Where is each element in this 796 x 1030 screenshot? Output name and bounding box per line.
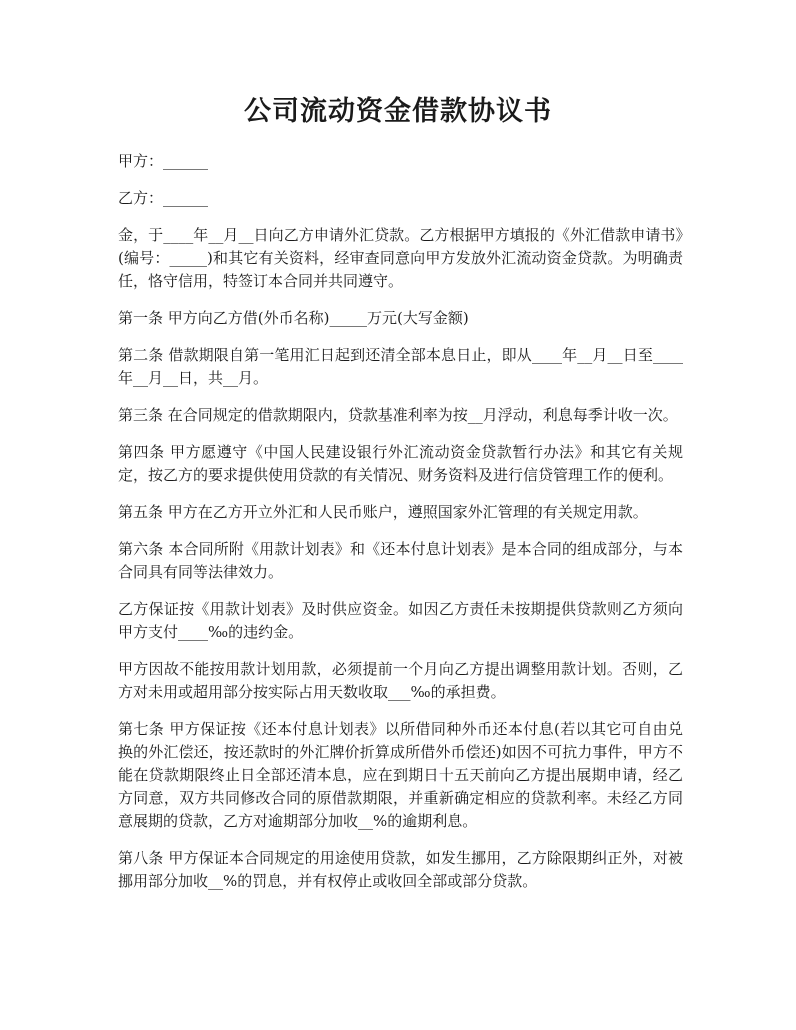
article-7: 第七条 甲方保证按《还本付息计划表》以所借同种外币还本付息(若以其它可自由兑换的外汇偿还，按还款时的外汇牌价折算成所借外币偿还)如因不可抗力事件，甲方不能在贷款期限终止日全部还清本息，应在到期日十五天前向乙方提出展期申请，经乙方同意，双方共同修改合同的原借款期限，并重新确定相应的贷款利率。未经乙方同意展期的贷款，乙方对逾期部分加收__%的逾期利息。	[118, 720, 683, 830]
article-4: 第四条 甲方愿遵守《中国人民建设银行外汇流动资金贷款暂行办法》和其它有关规定，按乙方的要求提供使用贷款的有关情况、财务资料及进行信贷管理工作的便利。	[118, 443, 683, 484]
document-title: 公司流动资金借款协议书	[244, 96, 552, 127]
document-body	[118, 150, 683, 907]
article-3: 第三条 在合同规定的借款期限内，贷款基准利率为按__月浮动，利息每季计收一次。	[118, 406, 678, 424]
preamble-paragraph: 金，于____年__月__日向乙方申请外汇贷款。乙方根据甲方填报的《外汇借款申请书》(编号：_____)和其它有关资料，经审查同意向甲方发放外汇流动资金贷款。为明确责任，恪守信用，特签订本合同并共同遵守。	[118, 226, 683, 290]
party-a-line: 甲方：______	[118, 152, 209, 170]
article-2: 第二条 借款期限自第一笔用汇日起到还清全部本息日止，即从____年__月__日至____年__月__日，共__月。	[118, 346, 683, 387]
article-6: 第六条 本合同所附《用款计划表》和《还本付息计划表》是本合同的组成部分，与本合同具有同等法律效力。	[118, 540, 683, 581]
article-1: 第一条 甲方向乙方借(外币名称)_____万元(大写金额)	[118, 309, 469, 327]
article-5: 第五条 甲方在乙方开立外汇和人民币账户，遵照国家外汇管理的有关规定用款。	[118, 503, 648, 521]
article-6-clause-adjust: 甲方因故不能按用款计划用款，必须提前一个月向乙方提出调整用款计划。否则，乙方对未用或超用部分按实际占用天数收取___‰的承担费。	[118, 660, 683, 701]
party-b-line: 乙方：______	[118, 189, 209, 207]
article-8: 第八条 甲方保证本合同规定的用途使用贷款，如发生挪用，乙方除限期纠正外，对被挪用部分加收__%的罚息，并有权停止或收回全部或部分贷款。	[118, 849, 683, 890]
article-6-clause-supply: 乙方保证按《用款计划表》及时供应资金。如因乙方责任未按期提供贷款则乙方须向甲方支付____‰的违约金。	[118, 600, 683, 641]
